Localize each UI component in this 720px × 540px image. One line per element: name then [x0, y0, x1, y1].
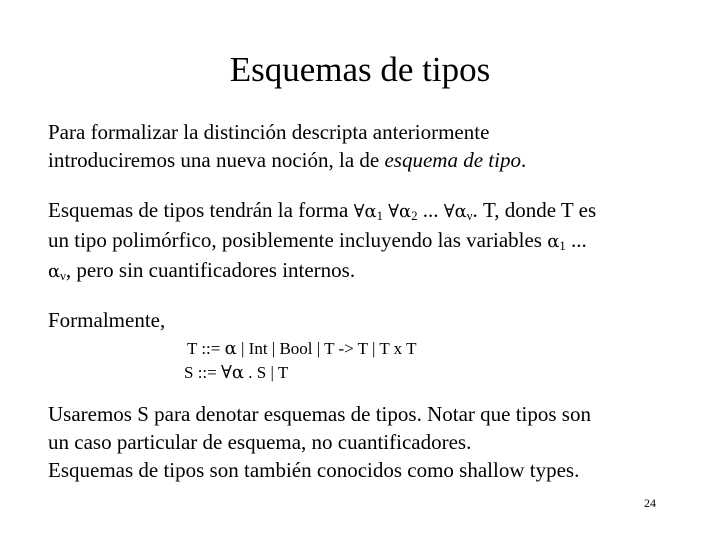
alpha-symbol: α [454, 201, 467, 222]
schema-line-2: un tipo polimórfico, posiblemente incluyendo las variables [48, 228, 548, 252]
alpha-symbol: α [364, 201, 377, 222]
alpha-symbol: α [224, 338, 237, 359]
subscript-nu: ν [466, 209, 473, 223]
type-grammar-rhs: | Int | Bool | T -> T | T x T [236, 339, 417, 358]
page-number: 24 [644, 496, 656, 510]
forall-symbol: ∀ [443, 201, 455, 222]
intro-line-2-start: introduciremos una nueva noción, la de [48, 148, 385, 172]
forall-symbol: ∀ [353, 201, 365, 222]
alpha-symbol: α [547, 231, 560, 252]
closing-paragraph [48, 400, 708, 484]
slide-title: Esquemas de tipos [229, 50, 491, 89]
dots: ... [417, 198, 444, 222]
closing-line-1: Usaremos S para denotar esquemas de tipos. Notar que tipos son [48, 402, 591, 426]
schema-line-1-a: Esquemas de tipos tendrán la forma [48, 198, 354, 222]
alpha-symbol: α [231, 362, 245, 383]
alpha-symbol: α [399, 201, 412, 222]
schema-grammar-rhs: . S | T [244, 363, 289, 382]
intro-line-2-end: . [520, 148, 527, 172]
schema-line-2-end: ... [565, 228, 587, 252]
formally-label: Formalmente, [48, 308, 166, 332]
forall-symbol: ∀ [221, 362, 232, 383]
subscript-nu: ν [60, 269, 66, 283]
closing-line-2: un caso particular de esquema, no cuantificadores. [48, 430, 472, 454]
type-grammar [187, 338, 416, 360]
subscript-1: 1 [376, 209, 383, 223]
schema-grammar-lhs: S ::= [184, 363, 221, 382]
schema-grammar [184, 362, 288, 384]
schema-line-3: , pero sin cuantificadores internos. [65, 258, 356, 282]
schema-line-1-b: . T, donde T es [472, 198, 597, 222]
subscript-2: 2 [411, 209, 418, 223]
subscript-1: 1 [559, 239, 566, 253]
schema-form-paragraph [48, 196, 708, 286]
type-grammar-lhs: T ::= [187, 339, 225, 358]
intro-italic-term: esquema de tipo [384, 148, 521, 172]
closing-line-3: Esquemas de tipos son también conocidos como shallow types. [48, 458, 580, 482]
intro-paragraph [48, 118, 708, 174]
intro-line-1: Para formalizar la distinción descripta anteriormente [48, 120, 490, 144]
forall-symbol: ∀ [388, 201, 400, 222]
alpha-symbol: α [48, 261, 61, 282]
